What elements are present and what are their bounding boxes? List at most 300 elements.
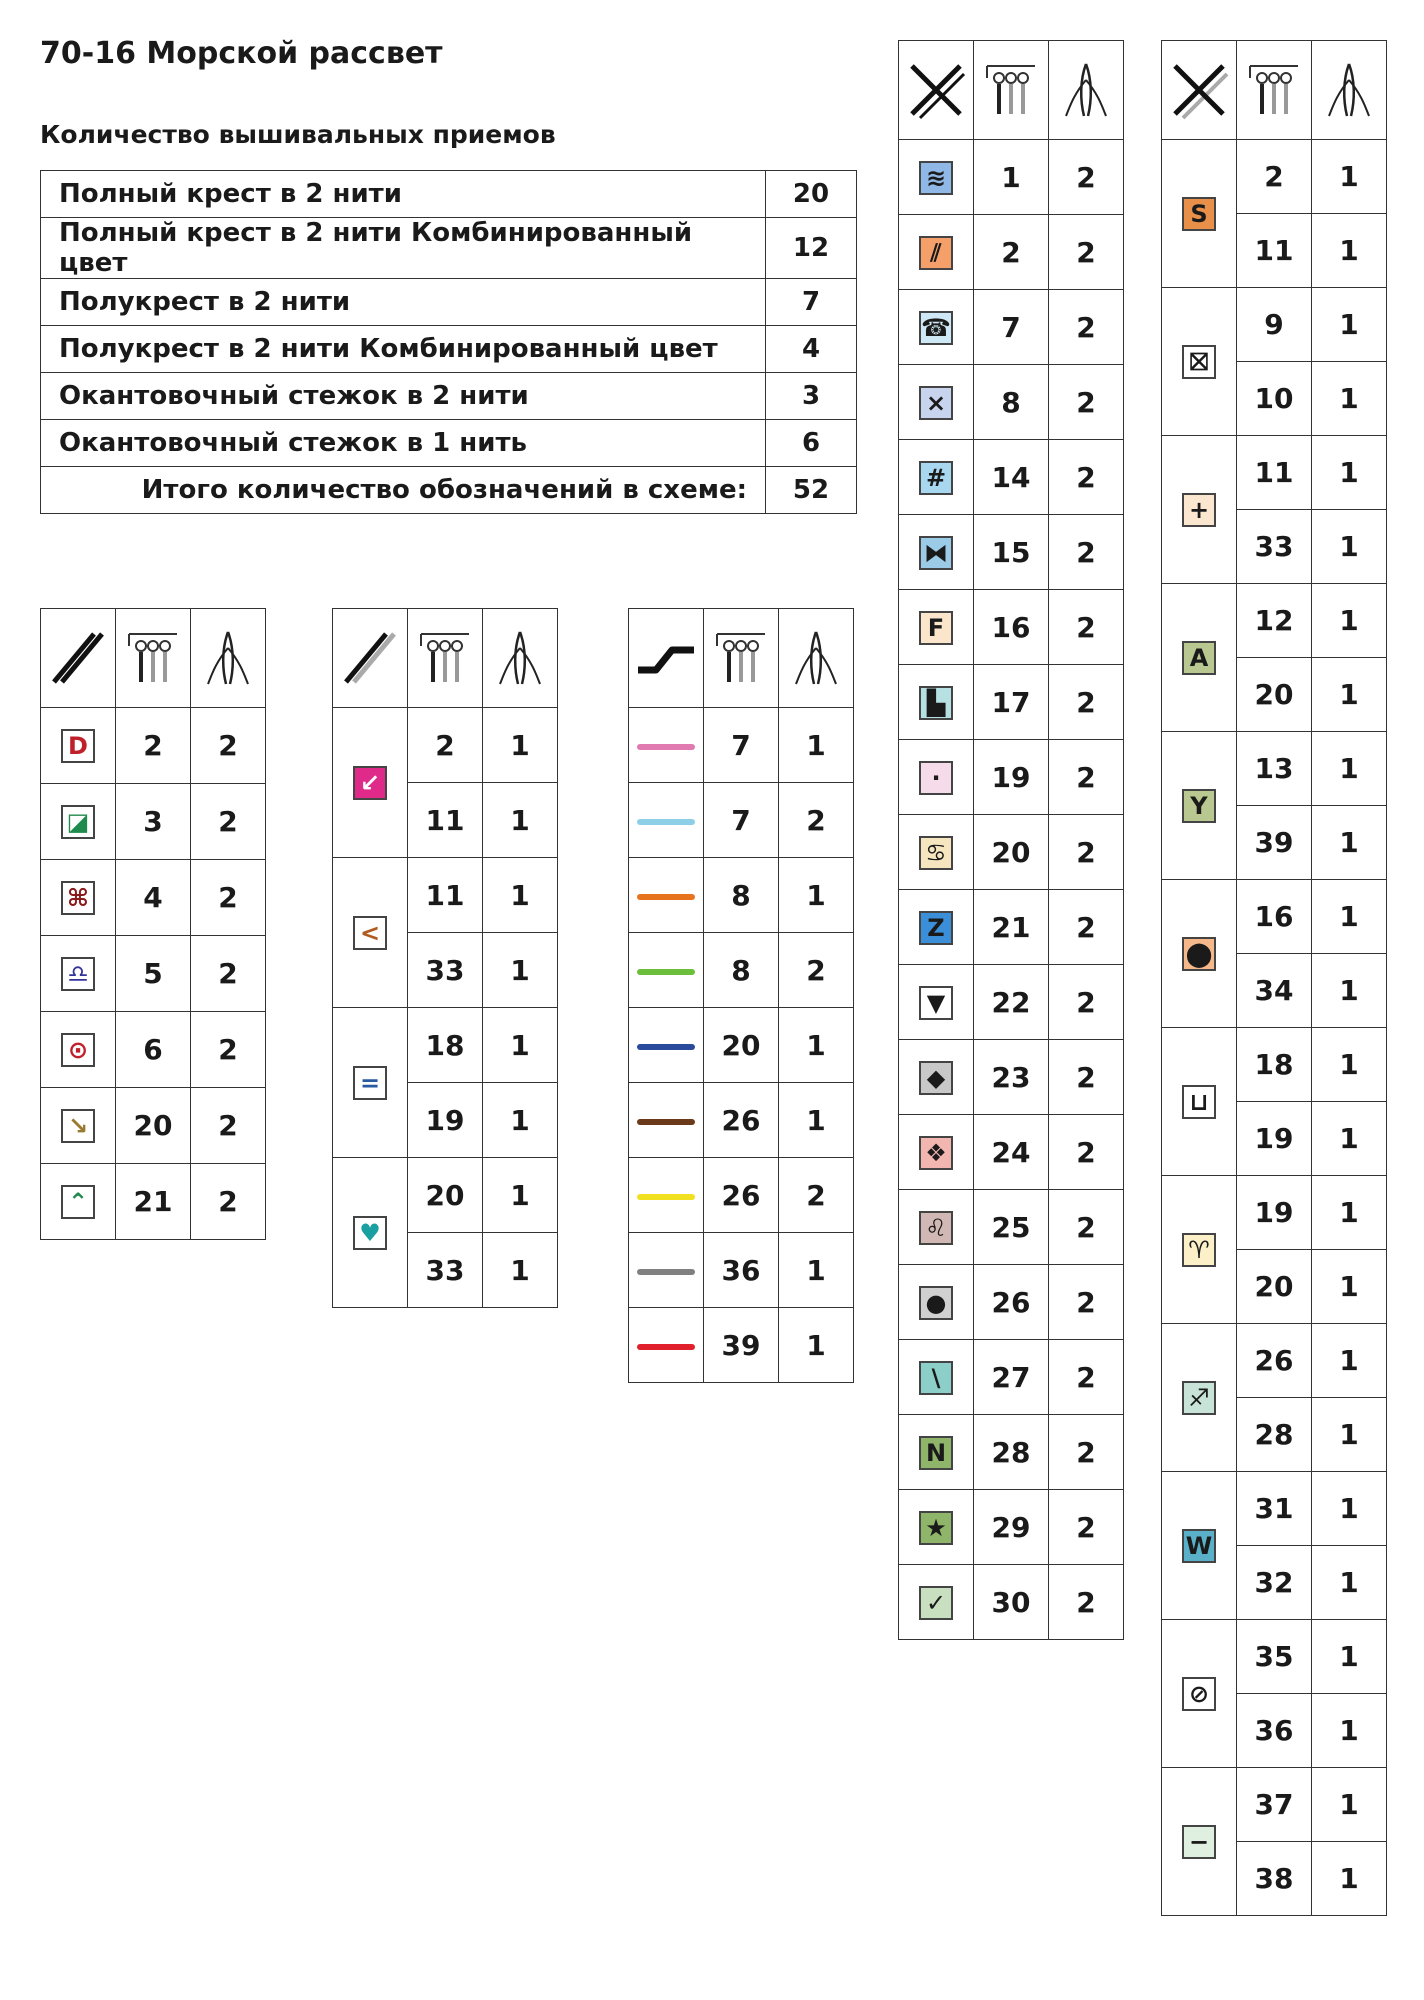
symbol-cell — [899, 1115, 974, 1190]
stitch-type-label: Полукрест в 2 нити — [41, 279, 766, 326]
strand-count: 2 — [191, 1012, 266, 1088]
thread-number: 33 — [408, 1233, 483, 1308]
strands-header — [1049, 41, 1124, 140]
strand-count: 1 — [483, 1233, 558, 1308]
command-icon: ⌘ — [61, 881, 95, 915]
thread-number: 8 — [704, 858, 779, 933]
letter-f-icon: F — [919, 611, 953, 645]
strand-count: 2 — [1049, 590, 1124, 665]
symbol-cell — [1162, 1620, 1237, 1768]
symbol-cell — [899, 515, 974, 590]
thread-number: 3 — [116, 784, 191, 860]
strand-count: 1 — [483, 1083, 558, 1158]
minus-icon: − — [1182, 1825, 1216, 1859]
thread-number: 30 — [974, 1565, 1049, 1640]
checkmark-icon: ✓ — [919, 1586, 953, 1620]
summary-row — [41, 279, 857, 326]
strand-count: 1 — [483, 783, 558, 858]
strands-header — [779, 609, 854, 708]
thread-number: 32 — [1237, 1546, 1312, 1620]
cross-stitch-combo-icon — [1169, 60, 1229, 120]
legend-row — [1162, 584, 1387, 658]
caret-box-icon: ⌃ — [61, 1185, 95, 1219]
thread-number: 19 — [974, 740, 1049, 815]
strand-count: 1 — [1312, 732, 1387, 806]
thread-number: 2 — [116, 708, 191, 784]
strand-count: 2 — [779, 1158, 854, 1233]
strand-count: 1 — [1312, 1694, 1387, 1768]
thread-number: 35 — [1237, 1620, 1312, 1694]
legend-row — [41, 708, 266, 784]
thread-number: 36 — [1237, 1694, 1312, 1768]
bowtie-icon: ⧓ — [919, 536, 953, 570]
symbol-cell — [899, 665, 974, 740]
legend-row — [629, 858, 854, 933]
strand-count: 2 — [779, 783, 854, 858]
hook-arrow-icon: ↘ — [61, 1109, 95, 1143]
thread-number: 22 — [974, 965, 1049, 1040]
letter-w-icon: W — [1182, 1529, 1216, 1563]
legend-row — [1162, 880, 1387, 954]
thread-number: 18 — [408, 1008, 483, 1083]
thread-number: 15 — [974, 515, 1049, 590]
legend-row — [899, 1340, 1124, 1415]
backslash-icon: \ — [919, 1361, 953, 1395]
summary-row — [41, 420, 857, 467]
thread-number: 39 — [1237, 806, 1312, 880]
strand-count: 2 — [1049, 740, 1124, 815]
strand-count: 2 — [1049, 1340, 1124, 1415]
backstitch-line-swatch — [637, 1119, 695, 1125]
symbol-cell — [899, 140, 974, 215]
backstitch-icon — [634, 628, 698, 688]
legend-row — [333, 858, 558, 933]
legend-row — [899, 140, 1124, 215]
legend-row — [899, 1415, 1124, 1490]
symbol-cell — [899, 440, 974, 515]
stitch-type-count: 6 — [766, 420, 857, 467]
legend-row — [629, 1083, 854, 1158]
thread-number: 11 — [1237, 436, 1312, 510]
thread-number: 34 — [1237, 954, 1312, 1028]
thread-number: 4 — [116, 860, 191, 936]
full-cross-legend-table — [898, 40, 1124, 1640]
thread-number: 26 — [704, 1083, 779, 1158]
thread-count-header — [1237, 41, 1312, 140]
symbol-cell — [899, 1040, 974, 1115]
drop-icon: ⬤ — [1182, 937, 1216, 971]
legend-row — [1162, 1620, 1387, 1694]
thread-number: 20 — [116, 1088, 191, 1164]
full-cross-combo-header — [1162, 41, 1237, 140]
legend-row — [41, 1012, 266, 1088]
legend-row — [1162, 732, 1387, 806]
symbol-cell — [1162, 1472, 1237, 1620]
thread-number: 16 — [974, 590, 1049, 665]
strand-count: 1 — [779, 1308, 854, 1383]
strand-count: 2 — [1049, 215, 1124, 290]
strand-count: 1 — [1312, 1324, 1387, 1398]
symbol-cell — [41, 1088, 116, 1164]
strand-count: 1 — [1312, 1398, 1387, 1472]
symbol-cell — [1162, 140, 1237, 288]
legend-row — [899, 1265, 1124, 1340]
thread-number: 29 — [974, 1490, 1049, 1565]
strand-count: 2 — [1049, 965, 1124, 1040]
thread-number: 18 — [1237, 1028, 1312, 1102]
thread-number: 39 — [704, 1308, 779, 1383]
summary-row — [41, 373, 857, 420]
strand-count: 1 — [1312, 1472, 1387, 1546]
strand-count: 2 — [1049, 290, 1124, 365]
section-subtitle: Количество вышивальных приемов — [40, 120, 556, 149]
sagittarius-icon: ♐ — [1182, 1381, 1216, 1415]
symbol-cell — [629, 1233, 704, 1308]
strand-count: 1 — [1312, 1102, 1387, 1176]
legend-row — [1162, 1028, 1387, 1102]
summary-total-row — [41, 467, 857, 514]
strand-count: 1 — [1312, 140, 1387, 214]
equals-icon: = — [353, 1066, 387, 1100]
thread-number: 20 — [974, 815, 1049, 890]
symbol-cell — [41, 708, 116, 784]
thread-skein-icon — [1244, 60, 1304, 120]
circle-icon: ● — [919, 1286, 953, 1320]
strand-count: 1 — [779, 708, 854, 783]
symbol-cell — [899, 890, 974, 965]
summary-row — [41, 171, 857, 218]
strand-count: 1 — [1312, 1176, 1387, 1250]
thread-number: 23 — [974, 1040, 1049, 1115]
heart-icon: ♥ — [353, 1216, 387, 1250]
strand-count: 2 — [1049, 890, 1124, 965]
symbol-cell — [1162, 1324, 1237, 1472]
strand-count: 2 — [1049, 140, 1124, 215]
double-slash-icon — [48, 628, 108, 688]
symbol-cell — [629, 1008, 704, 1083]
thread-number: 8 — [704, 933, 779, 1008]
legend-row — [899, 590, 1124, 665]
strand-count: 1 — [1312, 880, 1387, 954]
legend-row — [1162, 1472, 1387, 1546]
strand-count: 1 — [483, 858, 558, 933]
thread-number: 20 — [1237, 1250, 1312, 1324]
thread-number: 11 — [408, 783, 483, 858]
strand-count: 1 — [1312, 1620, 1387, 1694]
stitch-type-count: 4 — [766, 326, 857, 373]
symbol-cell — [629, 708, 704, 783]
full-cross-combo-legend-table — [1161, 40, 1387, 1916]
symbol-cell — [899, 365, 974, 440]
stitch-type-label: Окантовочный стежок в 2 нити — [41, 373, 766, 420]
thread-number: 21 — [116, 1164, 191, 1240]
symbol-cell — [629, 783, 704, 858]
thread-count-header — [974, 41, 1049, 140]
strand-count: 1 — [1312, 1250, 1387, 1324]
legend-row — [899, 665, 1124, 740]
square-cup-icon: ⊔ — [1182, 1085, 1216, 1119]
half-cross-legend-table — [40, 608, 266, 1240]
strand-count: 1 — [1312, 214, 1387, 288]
legend-row — [41, 1164, 266, 1240]
legend-row — [629, 1233, 854, 1308]
thread-skein-icon — [711, 628, 771, 688]
strand-count: 2 — [1049, 665, 1124, 740]
thread-number: 28 — [1237, 1398, 1312, 1472]
thread-count-header — [116, 609, 191, 708]
thread-number: 13 — [1237, 732, 1312, 806]
strand-count: 2 — [1049, 365, 1124, 440]
stitch-type-label: Полукрест в 2 нити Комбинированный цвет — [41, 326, 766, 373]
legend-row — [629, 708, 854, 783]
stitch-type-label: Полный крест в 2 нити Комбинированный цвет — [41, 218, 766, 279]
legend-row — [1162, 1176, 1387, 1250]
thread-number: 10 — [1237, 362, 1312, 436]
symbol-cell — [629, 933, 704, 1008]
legend-row — [333, 1008, 558, 1083]
backstitch-legend-table — [628, 608, 854, 1383]
symbol-cell — [1162, 732, 1237, 880]
strand-count: 2 — [1049, 515, 1124, 590]
strand-count: 1 — [483, 933, 558, 1008]
symbol-cell — [899, 1340, 974, 1415]
thread-number: 33 — [1237, 510, 1312, 584]
strand-count: 1 — [779, 858, 854, 933]
symbol-cell — [41, 1164, 116, 1240]
legend-row — [333, 1158, 558, 1233]
thread-number: 12 — [1237, 584, 1312, 658]
letter-a-icon: A — [1182, 641, 1216, 675]
backstitch-line-swatch — [637, 819, 695, 825]
telephone-icon: ☎ — [919, 311, 953, 345]
stitch-summary-table — [40, 170, 857, 514]
needle-icon — [786, 628, 846, 688]
legend-row — [899, 440, 1124, 515]
thread-number: 2 — [974, 215, 1049, 290]
legend-row — [41, 784, 266, 860]
plus-icon: + — [1182, 493, 1216, 527]
symbol-cell — [41, 936, 116, 1012]
backstitch-line-swatch — [637, 894, 695, 900]
symbol-cell — [1162, 584, 1237, 732]
strand-count: 1 — [1312, 658, 1387, 732]
strand-count: 1 — [483, 1158, 558, 1233]
waves-icon: ≋ — [919, 161, 953, 195]
thread-skein-icon — [123, 628, 183, 688]
legend-row — [899, 740, 1124, 815]
total-count: 52 — [766, 467, 857, 514]
strand-count: 1 — [779, 1008, 854, 1083]
thread-number: 7 — [704, 708, 779, 783]
legend-row — [899, 365, 1124, 440]
strand-count: 1 — [779, 1233, 854, 1308]
thread-number: 5 — [116, 936, 191, 1012]
half-cross-combo-header — [333, 609, 408, 708]
half-cross-combo-legend-table — [332, 608, 558, 1308]
symbol-cell — [41, 784, 116, 860]
symbol-cell — [1162, 880, 1237, 1028]
strand-count: 2 — [1049, 815, 1124, 890]
thread-number: 2 — [1237, 140, 1312, 214]
symbol-cell — [333, 1008, 408, 1158]
thread-number: 38 — [1237, 1842, 1312, 1916]
legend-row — [41, 860, 266, 936]
symbol-cell — [899, 290, 974, 365]
slash-combo-icon — [340, 628, 400, 688]
symbol-cell — [899, 1490, 974, 1565]
legend-row — [629, 933, 854, 1008]
backstitch-line-swatch — [637, 1194, 695, 1200]
thread-number: 27 — [974, 1340, 1049, 1415]
thread-number: 17 — [974, 665, 1049, 740]
thread-number: 20 — [408, 1158, 483, 1233]
legend-row — [1162, 1324, 1387, 1398]
symbol-cell — [629, 858, 704, 933]
cancer-icon: ♋ — [919, 836, 953, 870]
symbol-cell — [899, 965, 974, 1040]
legend-row — [899, 1490, 1124, 1565]
thread-count-header — [704, 609, 779, 708]
strand-count: 1 — [1312, 954, 1387, 1028]
letter-z-icon: Z — [919, 911, 953, 945]
triangle-down-icon: ▼ — [919, 986, 953, 1020]
symbol-cell — [1162, 1028, 1237, 1176]
strand-count: 2 — [779, 933, 854, 1008]
legend-row — [899, 290, 1124, 365]
stripes-icon: ⫽ — [919, 236, 953, 270]
letter-d-icon: D — [61, 729, 95, 763]
thread-number: 11 — [1237, 214, 1312, 288]
strand-count: 2 — [191, 936, 266, 1012]
strand-count: 1 — [1312, 1546, 1387, 1620]
symbol-cell — [899, 815, 974, 890]
stitch-type-count: 7 — [766, 279, 857, 326]
legend-row — [629, 1158, 854, 1233]
needle-icon — [198, 628, 258, 688]
strand-count: 2 — [191, 784, 266, 860]
strand-count: 2 — [191, 708, 266, 784]
symbol-cell — [629, 1083, 704, 1158]
backstitch-line-swatch — [637, 969, 695, 975]
summary-row — [41, 218, 857, 279]
multiply-icon: × — [919, 386, 953, 420]
strand-count: 1 — [1312, 288, 1387, 362]
strand-count: 2 — [1049, 1190, 1124, 1265]
symbol-cell — [1162, 288, 1237, 436]
dot-icon: · — [919, 761, 953, 795]
strand-count: 2 — [1049, 1490, 1124, 1565]
legend-row — [899, 215, 1124, 290]
legend-row — [899, 1040, 1124, 1115]
strand-count: 2 — [1049, 1415, 1124, 1490]
symbol-cell — [899, 1190, 974, 1265]
symbol-cell — [899, 590, 974, 665]
hash-icon: # — [919, 461, 953, 495]
four-diamonds-icon: ❖ — [919, 1136, 953, 1170]
legend-row — [1162, 436, 1387, 510]
needle-icon — [1056, 60, 1116, 120]
legend-row — [899, 1190, 1124, 1265]
libra-icon: ♎ — [61, 957, 95, 991]
strand-count: 1 — [1312, 584, 1387, 658]
strand-count: 2 — [1049, 1115, 1124, 1190]
strand-count: 2 — [191, 1088, 266, 1164]
thread-number: 7 — [974, 290, 1049, 365]
strand-count: 1 — [1312, 806, 1387, 880]
needle-icon — [490, 628, 550, 688]
thread-number: 33 — [408, 933, 483, 1008]
strands-header — [191, 609, 266, 708]
thread-number: 19 — [1237, 1176, 1312, 1250]
thread-number: 26 — [974, 1265, 1049, 1340]
star-icon: ★ — [919, 1511, 953, 1545]
strand-count: 1 — [1312, 510, 1387, 584]
legend-row — [899, 1115, 1124, 1190]
full-cross-header — [899, 41, 974, 140]
thread-number: 20 — [1237, 658, 1312, 732]
legend-row — [899, 965, 1124, 1040]
l-block-icon: ▙ — [919, 686, 953, 720]
stitch-type-label: Полный крест в 2 нити — [41, 171, 766, 218]
backstitch-line-swatch — [637, 744, 695, 750]
less-than-icon: < — [353, 916, 387, 950]
symbol-cell — [899, 215, 974, 290]
strand-count: 1 — [483, 1008, 558, 1083]
thread-number: 26 — [704, 1158, 779, 1233]
strand-count: 2 — [1049, 1565, 1124, 1640]
legend-row — [1162, 140, 1387, 214]
legend-row — [899, 1565, 1124, 1640]
letter-n-icon: N — [919, 1436, 953, 1470]
thread-number: 20 — [704, 1008, 779, 1083]
backstitch-line-swatch — [637, 1344, 695, 1350]
thread-number: 26 — [1237, 1324, 1312, 1398]
symbol-cell — [333, 1158, 408, 1308]
strand-count: 1 — [1312, 1842, 1387, 1916]
strand-count: 2 — [191, 1164, 266, 1240]
arrow-down-left-icon: ↙ — [353, 766, 387, 800]
legend-row — [899, 815, 1124, 890]
symbol-cell — [1162, 1176, 1237, 1324]
half-square-icon: ◪ — [61, 805, 95, 839]
strand-count: 2 — [1049, 440, 1124, 515]
thread-skein-icon — [415, 628, 475, 688]
symbol-cell — [333, 708, 408, 858]
thread-skein-icon — [981, 60, 1041, 120]
symbol-cell — [629, 1308, 704, 1383]
thread-number: 7 — [704, 783, 779, 858]
backstitch-line-swatch — [637, 1269, 695, 1275]
total-label: Итого количество обозначений в схеме: — [41, 467, 766, 514]
crossed-circle-icon: ⊘ — [1182, 1677, 1216, 1711]
thread-number: 28 — [974, 1415, 1049, 1490]
symbol-cell — [899, 1265, 974, 1340]
strand-count: 1 — [1312, 1768, 1387, 1842]
strand-count: 1 — [1312, 362, 1387, 436]
legend-row — [629, 783, 854, 858]
strands-header — [483, 609, 558, 708]
thread-number: 11 — [408, 858, 483, 933]
diamond-icon: ◆ — [919, 1061, 953, 1095]
thread-number: 25 — [974, 1190, 1049, 1265]
symbol-cell — [899, 1565, 974, 1640]
needle-icon — [1319, 60, 1379, 120]
strands-header — [1312, 41, 1387, 140]
thread-count-header — [408, 609, 483, 708]
legend-row — [1162, 1768, 1387, 1842]
thread-number: 36 — [704, 1233, 779, 1308]
stitch-type-label: Окантовочный стежок в 1 нить — [41, 420, 766, 467]
